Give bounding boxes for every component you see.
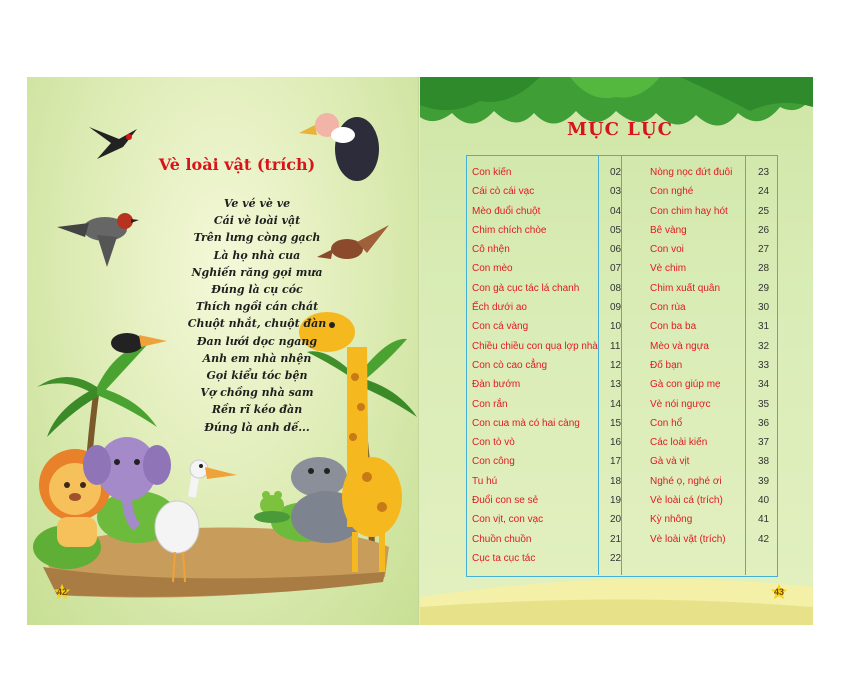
toc-entry-page: 23: [758, 167, 770, 178]
toc-row[interactable]: [650, 279, 776, 298]
toc-entry-page: 24: [758, 186, 770, 198]
toc-entry-title: Cục ta cục tác: [472, 552, 536, 564]
poem-line: Đúng là cụ cóc: [211, 283, 303, 297]
toc-row[interactable]: [650, 202, 776, 221]
toc-entry-title: Con rùa: [650, 302, 686, 314]
toc-entry-page: 15: [610, 417, 622, 429]
poem-line: Vợ chồng nhà sam: [200, 386, 314, 400]
toc-entry-page: 34: [758, 379, 770, 391]
toc-row[interactable]: [472, 414, 626, 433]
toc-entry-title: Bê vàng: [650, 224, 687, 236]
toc-entry-page: 40: [758, 495, 770, 507]
toc-entry-title: Đố bạn: [650, 359, 683, 371]
poem-line: Chuột nhắt, chuột đàn: [187, 317, 327, 331]
toc-entry-title: Gà con giúp mẹ: [650, 379, 721, 391]
toc-entry-title: Nòng nọc đứt đuôi: [650, 167, 733, 178]
toc-row[interactable]: [650, 356, 776, 375]
toc-row[interactable]: [472, 375, 626, 394]
page-number-text: 42: [56, 587, 67, 597]
toc-entry-page: 28: [758, 263, 770, 275]
toc-entry-title: Kỳ nhông: [650, 514, 693, 526]
toc-entry-page: 17: [610, 456, 622, 468]
toc-row[interactable]: [472, 259, 626, 278]
toc-entry-title: Vè loài vật (trích): [650, 533, 726, 545]
toc-entry-page: 27: [758, 244, 770, 256]
toc-entry-title: Mèo và ngựa: [650, 340, 709, 352]
toc-entry-title: Con ba ba: [650, 321, 697, 333]
toc-row[interactable]: [472, 240, 626, 259]
toc-entry-title: Con cò cao cẳng: [472, 359, 548, 371]
toc-row[interactable]: [472, 337, 626, 356]
toc-entry-page: 14: [610, 398, 622, 410]
toc-row[interactable]: [472, 452, 626, 471]
toc-entry-title: Vè chim: [650, 263, 687, 275]
poem-title: Vè loài vật (trích): [158, 155, 316, 174]
toc-entry-page: 33: [758, 359, 770, 371]
toc-entry-title: Con chim hay hót: [650, 205, 728, 217]
page-number-right: [770, 583, 788, 601]
toc-row[interactable]: [650, 530, 776, 549]
poem-line: Là họ nhà cua: [213, 248, 301, 262]
toc-entry-page: 30: [758, 302, 770, 314]
toc-entry-title: Con cua mà có hai càng: [472, 417, 580, 429]
toc-entry-page: 31: [758, 321, 770, 333]
toc-row[interactable]: [650, 259, 776, 278]
toc-entry-page: 41: [758, 514, 770, 526]
toc-row[interactable]: [472, 317, 626, 336]
toc-entry-title: Con mèo: [472, 263, 513, 275]
left-page: [27, 77, 420, 625]
toc-row[interactable]: [472, 221, 626, 240]
toc-row[interactable]: [650, 375, 776, 394]
poem-line: Anh em nhà nhện: [202, 351, 312, 365]
poem-line: Trên lưng còng gạch: [193, 231, 321, 245]
toc-row[interactable]: [650, 317, 776, 336]
toc-entry-title: Con cá vàng: [472, 321, 529, 333]
toc-entry-page: 07: [610, 263, 622, 275]
poem-line: Gọi kiểu tóc bện: [206, 369, 308, 383]
toc-entry-page: 09: [610, 302, 622, 314]
toc-entry-page: 39: [758, 475, 770, 487]
toc-entry-page: 11: [610, 340, 621, 352]
toc-row[interactable]: [472, 356, 626, 375]
toc-row[interactable]: [650, 240, 776, 259]
toc-entry-title: Mèo đuổi chuột: [472, 205, 541, 217]
toc-row[interactable]: [472, 202, 626, 221]
toc-column-2: [650, 163, 776, 549]
toc-entry-title: Chiều chiều con quạ lợp nhà: [472, 340, 598, 352]
toc-entry-page: 06: [610, 244, 622, 256]
toc-row[interactable]: [472, 395, 626, 414]
toc-entry-title: Chim xuất quân: [650, 282, 721, 294]
toc-entry-title: Con công: [472, 456, 515, 468]
toc-entry-title: Các loài kiến: [650, 437, 708, 449]
toc-row[interactable]: [472, 549, 626, 568]
toc-entry-page: 22: [610, 552, 622, 564]
toc-entry-title: Con vịt, con vạc: [472, 514, 544, 526]
toc-column-1: [472, 163, 626, 568]
toc-entry-page: 18: [610, 475, 622, 487]
toc-entry-title: Cô nhện: [472, 244, 510, 256]
toc-entry-title: Con voi: [650, 244, 684, 256]
toc-row[interactable]: [472, 472, 626, 491]
toc-row[interactable]: [650, 491, 776, 510]
toc-entry-page: 05: [610, 224, 622, 236]
toc-entry-title: Chuồn chuồn: [472, 533, 532, 545]
robin-bird: [57, 213, 139, 267]
toc-row[interactable]: [472, 510, 626, 529]
toc-entry-title: Đuổi con se sẻ: [472, 495, 539, 507]
toc-entry-title: Gà và vịt: [650, 456, 690, 468]
toc-entry-title: Cái cò cái vạc: [472, 186, 535, 198]
poem-line: Cái vè loài vật: [213, 214, 301, 228]
toc-entry-title: Ếch dưới ao: [472, 302, 527, 314]
toc-row[interactable]: [650, 510, 776, 529]
toc-entry-page: 20: [610, 514, 622, 526]
toc-entry-title: Tu hú: [472, 475, 498, 487]
toc-entry-page: 25: [758, 205, 770, 217]
toc-row[interactable]: [472, 491, 626, 510]
toc-entry-page: 38: [758, 456, 770, 468]
poem-line: Rền rĩ kéo đàn: [211, 403, 303, 417]
toc-entry-page: 03: [610, 186, 622, 198]
toc-entry-page: 26: [758, 224, 770, 236]
toc-row[interactable]: [472, 163, 626, 182]
toc-entry-title: Con hổ: [650, 417, 683, 429]
toc-entry-title: Nghé ọ, nghé ơi: [650, 475, 722, 487]
toc-title: MỤC LỤC: [567, 119, 673, 140]
toc-row[interactable]: [650, 433, 776, 452]
toc-row[interactable]: [650, 395, 776, 414]
poem-text: [147, 195, 367, 436]
toc-entry-page: 04: [610, 205, 622, 217]
toc-row[interactable]: [472, 182, 626, 201]
toc-entry-page: 35: [758, 398, 770, 410]
toc-entry-page: 29: [758, 282, 770, 294]
right-page: [420, 77, 813, 625]
toc-row[interactable]: [650, 472, 776, 491]
page-number-left: [53, 583, 71, 601]
toc-entry-page: 12: [610, 359, 622, 371]
toc-entry-page: 37: [758, 437, 770, 449]
toc-entry-title: Con gà cục tác lá chanh: [472, 282, 580, 294]
toc-row[interactable]: [472, 433, 626, 452]
swallow-bird: [89, 127, 137, 159]
poem-line: Thích ngồi cán chát: [195, 300, 319, 314]
toc-entry-page: 42: [758, 533, 770, 545]
page-number-text: 43: [773, 587, 784, 597]
poem-line: Ve vé vè ve: [223, 197, 291, 210]
toc-row[interactable]: [650, 182, 776, 201]
toc-entry-page: 10: [610, 321, 622, 333]
toc-row[interactable]: [472, 298, 626, 317]
toc-row[interactable]: [650, 298, 776, 317]
toc-row[interactable]: [650, 452, 776, 471]
toc-entry-title: Con tò vò: [472, 437, 515, 449]
toc-row[interactable]: [650, 337, 776, 356]
toc-row[interactable]: [472, 279, 626, 298]
poem-line: Nghiến răng gọi mưa: [191, 265, 323, 279]
toc-entry-page: 19: [610, 495, 622, 507]
toc-entry-page: 13: [610, 379, 622, 391]
toc-entry-page: 08: [610, 282, 622, 294]
toc-entry-page: 21: [610, 533, 622, 545]
toc-entry-title: Con kiến: [472, 167, 512, 178]
poem-line: Đan lưới dọc ngang: [196, 334, 318, 348]
toc-entry-page: 32: [758, 340, 770, 352]
toc-entry-title: Vè loài cá (trích): [650, 495, 723, 507]
toc-entry-title: Con nghé: [650, 186, 694, 198]
toc-entry-title: Con rắn: [472, 398, 508, 410]
poem-line: Đúng là anh dế...: [204, 420, 310, 434]
toc-entry-page: 16: [610, 437, 622, 449]
toc-row[interactable]: [650, 221, 776, 240]
toc-row[interactable]: [650, 163, 776, 182]
toc-entry-page: 02: [610, 167, 622, 178]
toc-entry-title: Chim chích chòe: [472, 224, 547, 236]
toc-entry-page: 36: [758, 417, 770, 429]
toc-entry-title: Vè nói ngược: [650, 398, 711, 410]
toc-row[interactable]: [650, 414, 776, 433]
toc-row[interactable]: [472, 530, 626, 549]
toc-entry-title: Đàn bướm: [472, 379, 521, 391]
